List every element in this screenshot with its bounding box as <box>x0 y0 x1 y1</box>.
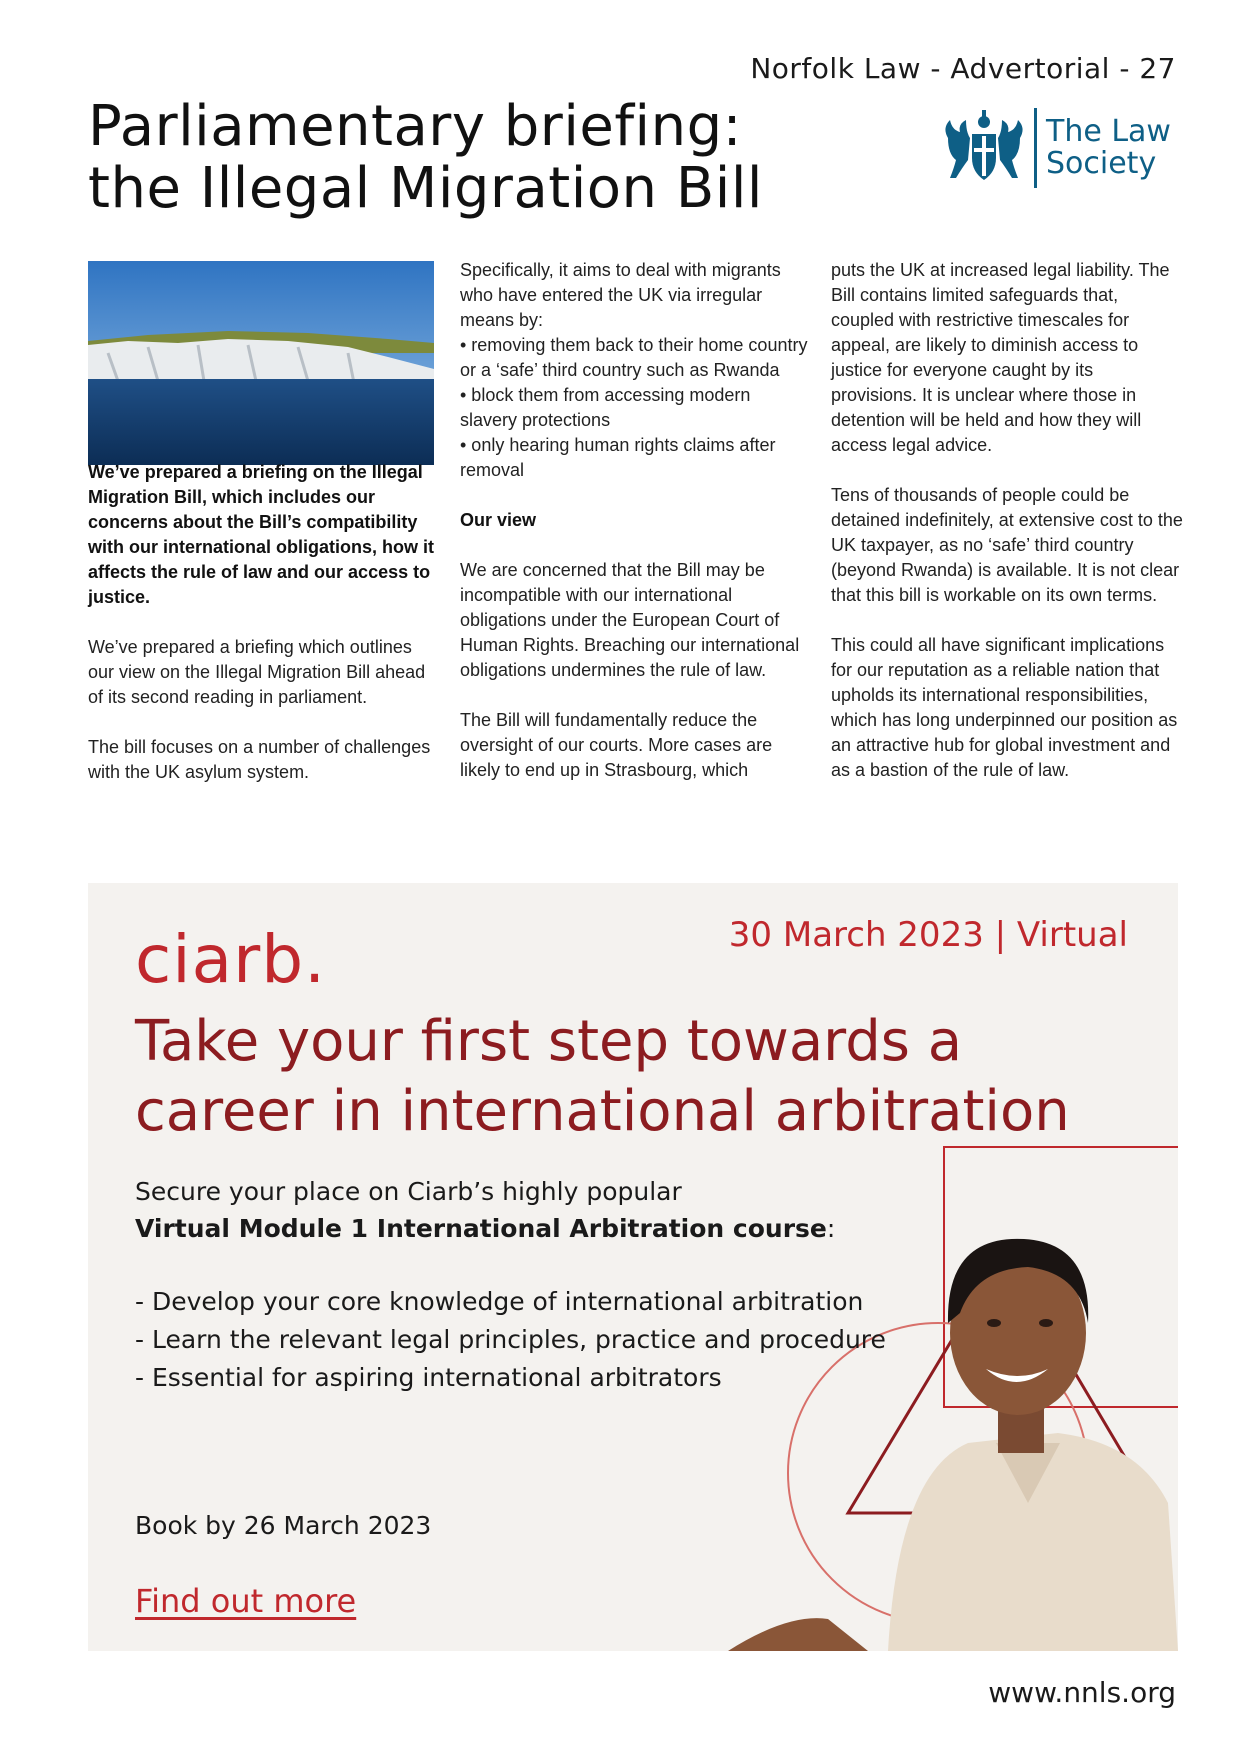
article-lead: We’ve prepared a briefing on the Illegal Migration Bill, which includes our concerns about the Bill’s compatibility with our international obligations, how it affects the rule of law and our access to justice. <box>88 462 434 607</box>
course-benefits-list <box>135 1283 886 1397</box>
cliffs-image-icon <box>88 261 434 465</box>
section-subhead: Our view <box>460 510 537 530</box>
article-column-1 <box>88 460 434 810</box>
article-paragraph: We are concerned that the Bill may be incompatible with our international obligations under the European Court of Human Rights. Breaching our international obligations undermines the rule of law. <box>460 560 800 680</box>
article-column-2 <box>460 258 810 808</box>
law-society-crest-icon <box>938 108 1030 188</box>
running-head: Norfolk Law - Advertorial - 27 <box>750 52 1176 85</box>
headline-line-1: Take your first step towards a <box>135 1009 963 1074</box>
article-paragraph: The bill focuses on a number of challenges with the UK asylum system. <box>88 737 431 782</box>
article-column-3 <box>831 258 1183 808</box>
find-out-more-link[interactable]: Find out more <box>135 1582 357 1620</box>
logo-divider <box>1034 108 1037 188</box>
white-cliffs-photo <box>88 261 434 465</box>
bullet-item: • only hearing human rights claims after removal <box>460 435 776 480</box>
benefit-item: - Develop your core knowledge of international arbitration <box>135 1287 864 1316</box>
bullet-item: • removing them back to their home country or a ‘safe’ third country such as Rwanda <box>460 335 808 380</box>
article-paragraph: puts the UK at increased legal liability. The Bill contains limited safeguards that, coupled with restrictive timescales for appeal, are likely to diminish access to justice for everyone caught by its provisions. It is unclear where those in detention will be held and how they will access legal advice. <box>831 260 1170 455</box>
ciarb-logo: ciarb. <box>135 921 327 998</box>
logo-text-line-1: The Law <box>1046 114 1171 149</box>
bullet-item: • block them from accessing modern slavery protections <box>460 385 751 430</box>
course-name-line <box>135 1210 835 1247</box>
title-line-1: Parliamentary briefing: <box>88 94 743 159</box>
article-title <box>88 96 888 220</box>
footer-url: www.nnls.org <box>988 1676 1176 1709</box>
booking-deadline: Book by 26 March 2023 <box>135 1511 432 1540</box>
title-line-2: the Illegal Migration Bill <box>88 156 763 221</box>
ciarb-advert <box>88 883 1178 1651</box>
article-paragraph: Specifically, it aims to deal with migrants who have entered the UK via irregular means by: <box>460 260 781 330</box>
event-date: 30 March 2023 | Virtual <box>728 915 1128 955</box>
intro-colon: : <box>826 1214 836 1243</box>
law-society-logo <box>938 104 1178 190</box>
article-paragraph: The Bill will fundamentally reduce the oversight of our courts. More cases are likely to end up in Strasbourg, which <box>460 710 773 780</box>
article-paragraph: Tens of thousands of people could be detained indefinitely, at extensive cost to the UK taxpayer, as no ‘safe’ third country (beyond Rwanda) is available. It is not clear that this bill is workable on its own terms. <box>831 485 1183 605</box>
article-paragraph: This could all have significant implications for our reputation as a reliable nation that upholds its international responsibilities, which has long underpinned our position as an attractive hub for global investment and as a bastion of the rule of law. <box>831 635 1178 780</box>
headline-line-2: career in international arbitration <box>135 1079 1070 1144</box>
intro-line: Secure your place on Ciarb’s highly popular <box>135 1177 682 1206</box>
advert-headline <box>135 1007 1155 1147</box>
logo-text-line-2: Society <box>1046 146 1157 181</box>
advert-intro <box>135 1173 835 1247</box>
course-name: Virtual Module 1 International Arbitration course <box>135 1214 827 1243</box>
article-paragraph: We’ve prepared a briefing which outlines our view on the Illegal Migration Bill ahead of its second reading in parliament. <box>88 637 426 707</box>
benefit-item: - Essential for aspiring international arbitrators <box>135 1363 722 1392</box>
logo-text <box>1046 116 1171 180</box>
benefit-item: - Learn the relevant legal principles, practice and procedure <box>135 1325 886 1354</box>
